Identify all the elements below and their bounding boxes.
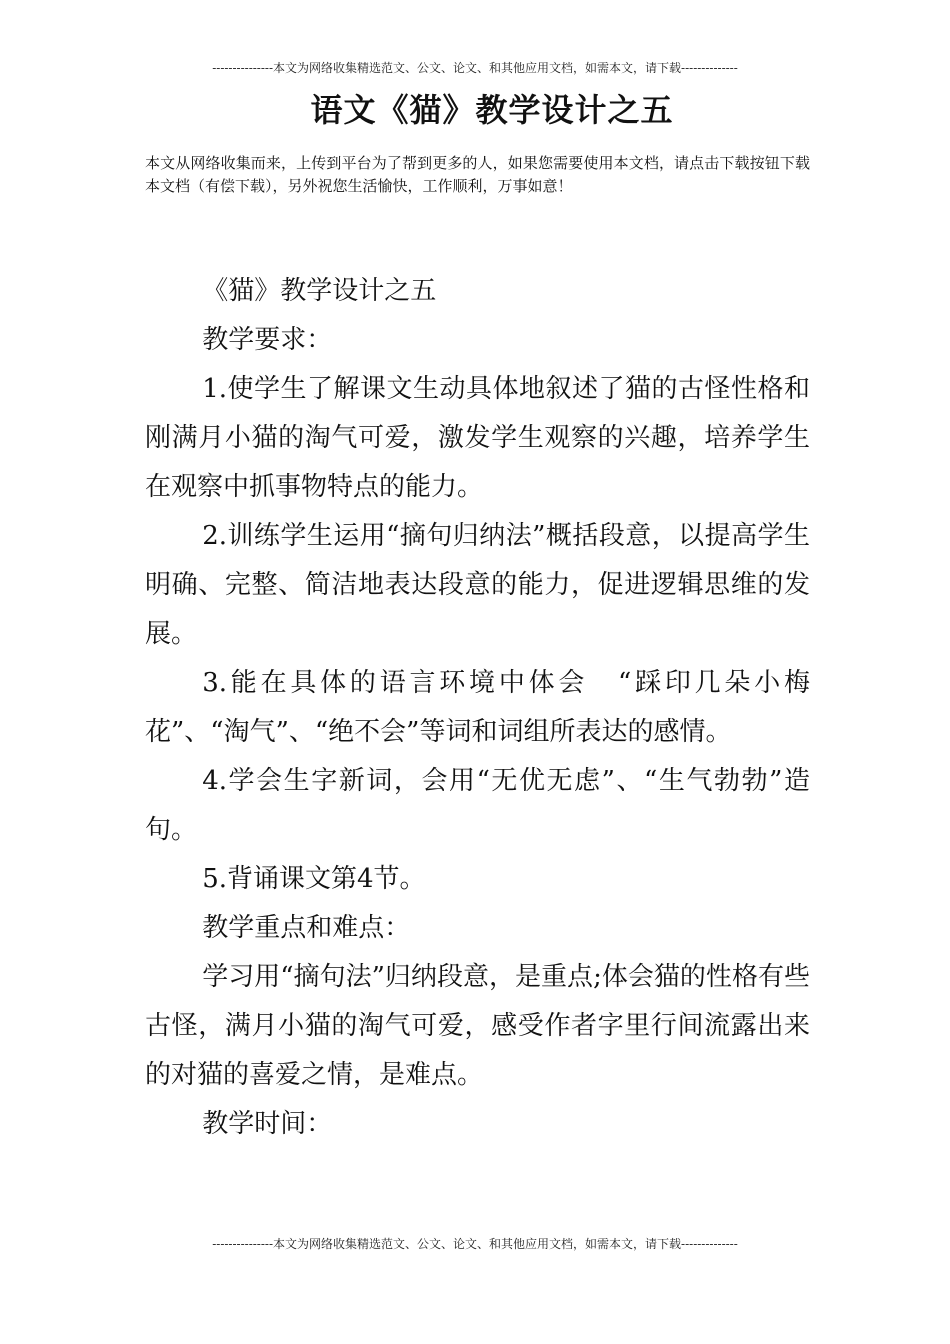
intro-notice: 本文从网络收集而来，上传到平台为了帮到更多的人，如果您需要使用本文档，请点击下载按钮下载本文档（有偿下载），另外祝您生活愉快，工作顺利，万事如意！ [145, 154, 810, 195]
body-paragraph: 1.使学生了解课文生动具体地叙述了猫的古怪性格和刚满月小猫的淘气可爱，激发学生观察的兴趣，培养学生在观察中抓事物特点的能力。 [145, 374, 810, 502]
body-paragraph: 《猫》教学设计之五 [202, 276, 437, 306]
body-paragraph: 5.背诵课文第4节。 [202, 864, 426, 894]
document-title: 语文《猫》教学设计之五 [310, 91, 674, 129]
body-paragraph: 4.学会生字新词，会用“无优无虑”、“生气勃勃”造句。 [145, 766, 810, 845]
body-paragraph: 学习用“摘句法”归纳段意，是重点;体会猫的性格有些古怪，满月小猫的淘气可爱，感受作者字里行间流露出来的对猫的喜爱之情，是难点。 [145, 962, 810, 1090]
footer-banner: ---------------本文为网络收集精选范文、公文、论文、和其他应用文档，如需本文，请下载-------------- [212, 1237, 738, 1251]
header-banner: ---------------本文为网络收集精选范文、公文、论文、和其他应用文档，如需本文，请下载-------------- [212, 61, 738, 75]
body-paragraph: 教学时间： [202, 1109, 333, 1139]
body-paragraph: 2.训练学生运用“摘句归纳法”概括段意，以提高学生明确、完整、简洁地表达段意的能力，促进逻辑思维的发展。 [145, 521, 810, 649]
body-paragraph: 教学重点和难点： [202, 913, 411, 943]
body-paragraph: 教学要求： [202, 325, 333, 355]
document-body [145, 267, 810, 1149]
body-paragraph: 3.能在具体的语言环境中体会 “踩印几朵小梅花”、“淘气”、“绝不会”等词和词组所表达的感情。 [145, 668, 810, 747]
